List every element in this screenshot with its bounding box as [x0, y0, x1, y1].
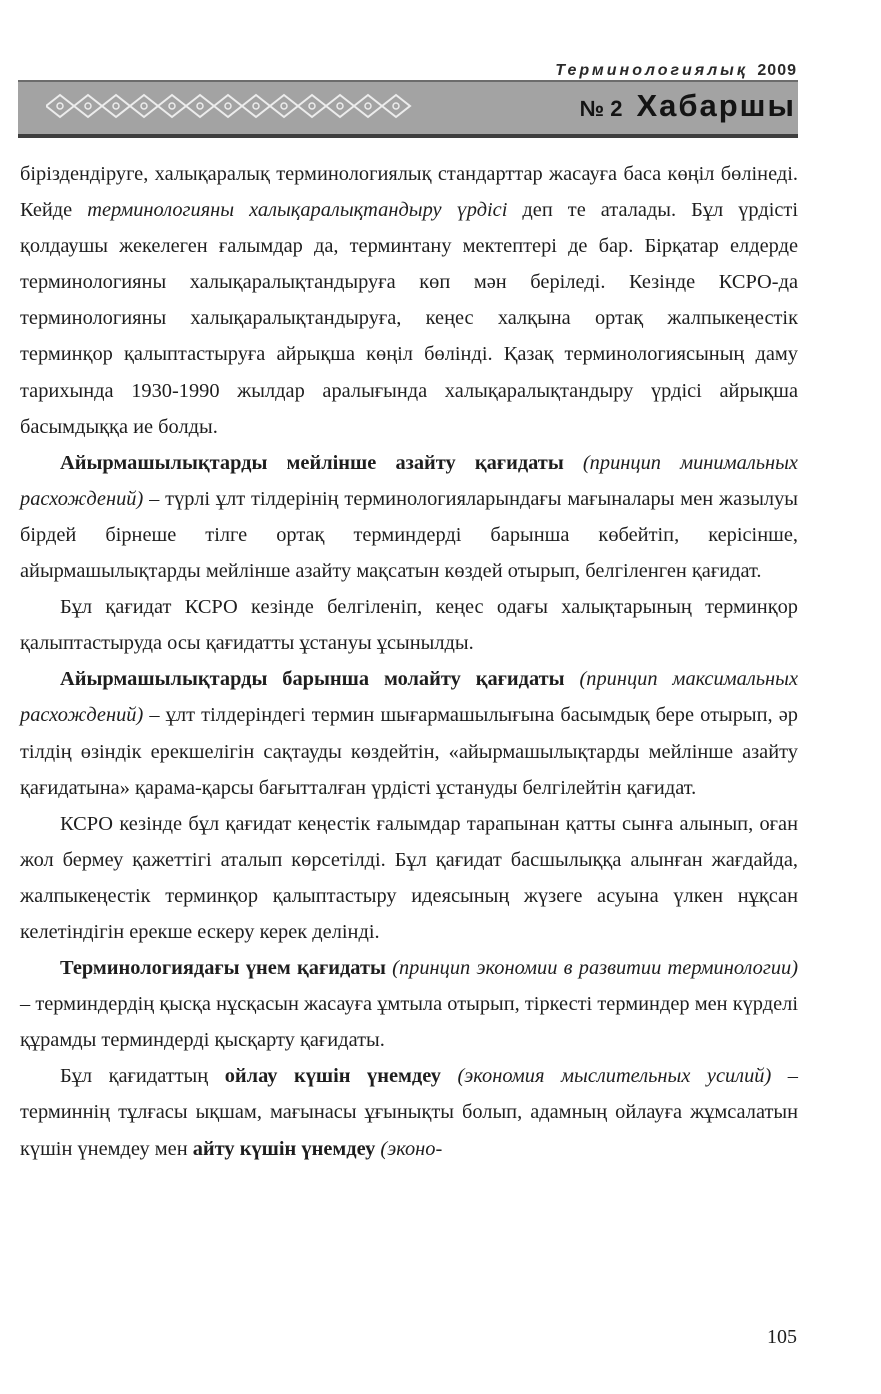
italic-phrase: (экономия мыслительных усилий) — [457, 1065, 772, 1088]
paragraph — [20, 445, 798, 589]
bold-term: ойлау күшін үнемдеу — [224, 1065, 441, 1088]
bold-term: Айырмашылықтарды барынша молайту қағидаты — [60, 668, 565, 691]
page-number: 105 — [767, 1326, 797, 1348]
journal-heading: Хабаршы — [636, 88, 796, 123]
italic-phrase: (принцип максимальных расхождений) — [20, 668, 798, 727]
ornament-pattern — [46, 86, 438, 126]
journal-year: 2009 — [757, 62, 797, 79]
paragraph — [20, 806, 798, 950]
article-body — [20, 156, 798, 1167]
text-run — [565, 668, 580, 690]
bold-term: Терминологиядағы үнем қағидаты — [60, 957, 386, 980]
text-run: – ұлт тілдеріндегі термин шығармашылығына басымдық бере отырып, әр тілдің өзіндік ерекшелігін сақтауды көздейтін, «айырмашылықтарды мейлінше азайту қағидатына» қарама-қарсы бағытталған үрдісті ұстануды белгілейтін қағидат. — [20, 704, 798, 799]
text-run: біріздендіруге, халықаралық терминологиялық стандарттар жасауға баса көңіл бөлінеді. Кейде — [20, 163, 798, 222]
issue-title — [580, 86, 796, 132]
paragraph — [20, 589, 798, 661]
text-run: КСРО кезінде бұл қағидат кеңестік ғалымдар тарапынан қатты сынға алынып, оған жол бермеу қажеттігі аталып көрсетілді. Бұл қағидат басшылыққа алынған жағдайда, жалпыкеңестік терминқор қалыптастыру идеясының жүзеге асуына үлкен нұқсан келетіндігін ерекше ескеру керек делінді. — [20, 812, 798, 943]
paragraph — [20, 1058, 798, 1166]
paragraph — [20, 156, 798, 445]
paragraph — [20, 661, 798, 805]
paragraph — [20, 950, 798, 1058]
text-run: – терминнің тұлғасы ықшам, мағынасы ұғынықты болып, адамның ойлауға жұмсалатын күшін үнемдеу мен — [20, 1065, 798, 1160]
header-band — [18, 80, 798, 138]
journal-title — [555, 62, 797, 80]
text-run: – терминдердің қысқа нұсқасын жасауға ұмтыла отырып, тіркесті терминдер мен күрделі құрамды терминдерді қысқарту қағидаты. — [20, 993, 798, 1052]
text-run: деп те аталады. Бұл үрдісті қолдаушы жекелеген ғалымдар да, терминтану мектептері де бар. Бірқатар елдерде терминологияны халықаралықтандыруға көп мән беріледі. Кезінде КСРО-да терминологияны халықаралықтандыруға, кеңес халқына ортақ жалпыкеңестік терминқор қалыптастыруға айрықша көңіл бөлінді. Қазақ терминологиясының даму тарихында 1930-1990 жылдар аралығында халықаралықтандыру үрдісі айрықша басымдыққа ие болды. — [20, 199, 799, 438]
journal-name: Терминологиялық — [555, 62, 748, 79]
text-run — [441, 1065, 458, 1087]
issue-number: № 2 — [579, 96, 623, 121]
text-run: – түрлі ұлт тілдерінің терминологияларындағы мағыналары мен жазылуы бірдей бірнеше тілге ортақ терминдерді барынша көбейтіп, керісінше, айырмашылықтарды мейлінше азайту мақсатын көздей отырып, белгіленген қағидат. — [20, 487, 798, 583]
bold-term: айту күшін үнемдеу — [192, 1137, 376, 1160]
italic-phrase: (эконо- — [380, 1137, 443, 1160]
text-run — [564, 452, 583, 474]
italic-phrase: (принцип минимальных расхождений) — [20, 451, 798, 510]
italic-phrase: терминологияны халықаралықтандыру үрдісі — [87, 199, 508, 222]
italic-phrase: (принцип экономии в развитии терминологии) — [392, 957, 798, 980]
text-run: Бұл қағидат КСРО кезінде белгіленіп, кеңес одағы халықтарының терминқор қалыптастыруда осы қағидатты ұстануы ұсынылды. — [20, 596, 798, 655]
bold-term: Айырмашылықтарды мейлінше азайту қағидаты — [60, 451, 564, 474]
text-run: Бұл қағидаттың — [60, 1065, 225, 1088]
